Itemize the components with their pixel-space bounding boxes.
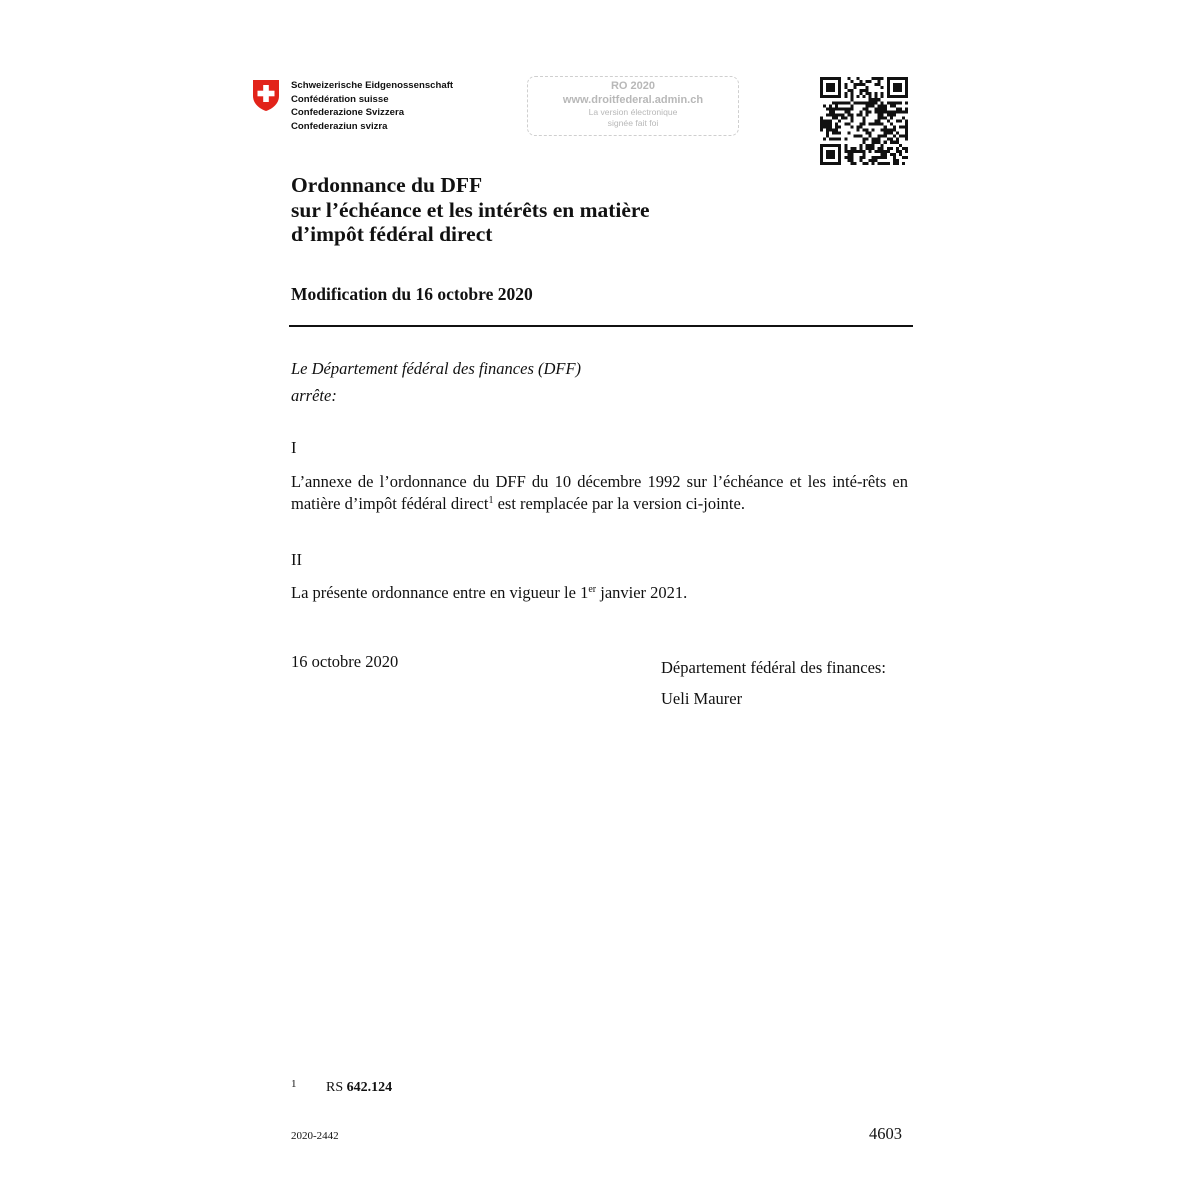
section-2-text <box>291 582 908 604</box>
stamp-note-1: La version électronique <box>588 107 678 117</box>
signature-authority: Département fédéral des finances: <box>661 658 886 677</box>
stamp-url: www.droitfederal.admin.ch <box>562 94 704 106</box>
confederation-line-fr: Confédération suisse <box>291 93 389 105</box>
preamble <box>291 355 581 409</box>
section-2-text-main: La présente ordonnance entre en vigueur le 1 <box>291 583 589 602</box>
page-number: 4603 <box>869 1124 902 1143</box>
section-1-text-end: est remplacée par la version ci-jointe. <box>493 493 745 513</box>
document-title <box>291 173 650 247</box>
footnote-prefix: RS <box>326 1080 344 1095</box>
stamp-note-2: signée fait foi <box>607 118 659 128</box>
section-1-text-main: L’annexe de l’ordonnance du DFF du 10 décembre 1992 sur l’échéance et les inté-rêts en matière d’impôt fédéral direct <box>291 472 908 513</box>
swiss-federal-logo <box>251 78 281 112</box>
confederation-names <box>291 79 453 133</box>
preamble-authority: Le Département fédéral des finances (DFF) <box>291 359 582 378</box>
title-line-2: sur l’échéance et les intérêts en matière <box>291 197 650 222</box>
section-heading-1: I <box>291 438 297 457</box>
confederation-line-rm: Confederaziun svizra <box>291 120 388 132</box>
title-line-1: Ordonnance du DFF <box>291 173 483 197</box>
footnote-number: 1 <box>291 1078 297 1090</box>
footnote-reference[interactable]: 642.124 <box>346 1080 393 1095</box>
section-1-text <box>291 471 908 514</box>
signature-name: Ueli Maurer <box>661 689 743 708</box>
footnote-text <box>326 1080 392 1096</box>
stamp-ro: RO 2020 <box>610 80 656 92</box>
confederation-line-it: Confederazione Svizzera <box>291 107 405 118</box>
title-line-3: d’impôt fédéral direct <box>291 222 493 246</box>
title-divider <box>289 325 913 327</box>
signature-block <box>661 652 886 714</box>
document-id: 2020-2442 <box>291 1130 339 1142</box>
ordinal-superscript: er <box>588 584 597 595</box>
section-2-text-end: janvier 2021. <box>596 583 688 602</box>
preamble-decree: arrête: <box>291 386 337 405</box>
modification-date-heading: Modification du 16 octobre 2020 <box>291 284 533 304</box>
qr-code <box>820 77 908 165</box>
footnote-ref-1[interactable]: 1 <box>488 494 494 506</box>
ro-stamp <box>527 76 739 136</box>
confederation-line-de: Schweizerische Eidgenossenschaft <box>291 80 454 91</box>
section-heading-2: II <box>291 550 302 569</box>
signature-date: 16 octobre 2020 <box>291 652 399 671</box>
